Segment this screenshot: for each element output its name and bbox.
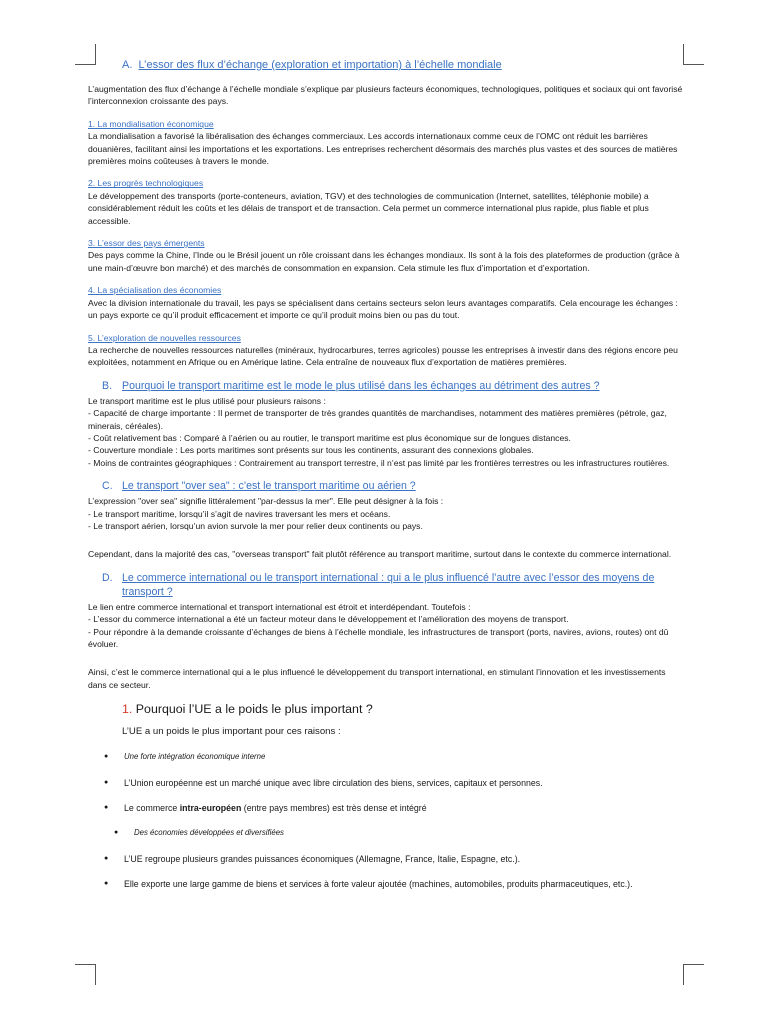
- item-5-heading: 5. L’exploration de nouvelles ressources: [88, 332, 241, 343]
- item-4-heading: 4. La spécialisation des économies: [88, 285, 222, 296]
- section-a-title: L’essor des flux d’échange (exploration et importation) à l’échelle mondiale: [138, 59, 502, 71]
- item-4-text: Avec la division internationale du travail, les pays se spécialisent dans certains secteurs selon leurs avantages comparatifs. Cela encourage les échanges : un pays exporte ce qu’il produit efficacement et importe ce qu’il produit moins bien ou pas du tout.: [88, 297, 678, 321]
- list-item: [114, 827, 684, 839]
- section-b-heading: [102, 379, 684, 393]
- bullet-text: Elle exporte une large gamme de biens et services à forte valeur ajoutée (machines, automobiles, produits pharmaceutiques, etc.).: [124, 879, 633, 890]
- item-3-text: Des pays comme la Chine, l’Inde ou le Brésil jouent un rôle croissant dans les échanges mondiaux. Ils sont à la fois des plateformes de production (grâce à une main-d’œuvre bon marché) et des marchés de consommation en expansion. Cela stimule les flux d’importation et d’exportation.: [88, 250, 680, 273]
- bullet-icon: ●: [114, 829, 119, 837]
- section-c-line: - Le transport aérien, lorsqu’un avion survole la mer pour relier deux continents ou pays.: [88, 520, 423, 531]
- section-1-heading: [122, 701, 684, 717]
- bullet-text-part: (entre pays membres) est très dense et intégré: [241, 803, 427, 814]
- bullet-text-bold: intra-européen: [179, 803, 242, 814]
- bullet-icon: ●: [104, 880, 109, 888]
- section-a-heading: [122, 58, 684, 73]
- subheading-economies: Des économies développées et diversifiées: [134, 828, 284, 838]
- section-b-line: - Moins de contraintes géographiques : Contrairement au transport terrestre, il n’est pas limité par les frontières terrestres ou les infrastructures routières.: [88, 457, 670, 468]
- bullet-text: L’Union européenne est un marché unique avec libre circulation des biens, services, capitaux et personnes.: [124, 777, 543, 788]
- section-c-line: - Le transport maritime, lorsqu’il s’agit de navires traversant les mers et océans.: [88, 508, 391, 519]
- list-item: [104, 878, 684, 890]
- section-d-line: Le lien entre commerce international et transport international est étroit et interdépendant. Toutefois :: [88, 601, 471, 612]
- document-page: [88, 58, 684, 904]
- section-b-line: Le transport maritime est le plus utilisé pour plusieurs raisons :: [88, 395, 326, 406]
- section-1-title: Pourquoi l’UE a le poids le plus important ?: [135, 702, 373, 717]
- section-b-title: Pourquoi le transport maritime est le mode le plus utilisé dans les échanges au détriment des autres ?: [122, 379, 600, 392]
- bullet-text: L’UE regroupe plusieurs grandes puissances économiques (Allemagne, France, Italie, Espagne, etc.).: [124, 853, 521, 864]
- item-2-heading: 2. Les progrès technologiques: [88, 178, 204, 189]
- bullet-text-part: Le commerce: [124, 803, 180, 814]
- crop-mark-bottom-left: [75, 964, 96, 985]
- list-item: [104, 777, 684, 789]
- item-5-text: La recherche de nouvelles ressources naturelles (minéraux, hydrocarbures, terres agricoles) pousse les entreprises à investir dans des régions encore peu exploitées, notamment en Afrique ou en Amérique latine. Cela entraîne de nouveaux flux d’exportation de matières premières.: [88, 344, 678, 368]
- section-1-number: 1.: [122, 702, 133, 717]
- item-3-heading: 3. L’essor des pays émergents: [88, 238, 205, 249]
- bullet-icon: ●: [104, 854, 109, 862]
- section-c-heading: [102, 479, 684, 493]
- section-b-line: - Capacité de charge importante : Il permet de transporter de très grandes quantités de marchandises, notamment des matières premières (pétrole, gaz, minerais, céréales).: [88, 408, 667, 431]
- section-a-intro: L’augmentation des flux d’échange à l’échelle mondiale s’explique par plusieurs facteurs économiques, technologiques, politiques et sociaux qui ont favorisé l’interconnexion croissante des pays.: [88, 84, 683, 107]
- bullet-text: [124, 802, 427, 814]
- bullet-icon: ●: [104, 804, 109, 812]
- subheading-integration: Une forte intégration économique interne: [124, 752, 266, 762]
- bullet-icon: ●: [104, 778, 109, 786]
- item-2-text: Le développement des transports (porte-conteneurs, aviation, TGV) et des technologies de communication (Internet, satellites, téléphonie mobile) a considérablement réduit les coûts et les délais de transport et de transaction. Cela permet un commerce international plus rapide, plus fiable et plus accessible.: [88, 190, 649, 226]
- section-c-note: Cependant, dans la majorité des cas, "overseas transport" fait plutôt référence au transport maritime, surtout dans le contexte du commerce international.: [88, 549, 672, 560]
- crop-mark-top-right: [683, 44, 704, 65]
- section-d-title: Le commerce international ou le transport international : qui a le plus influencé l’autre avec l’essor des moyens de transport ?: [122, 571, 655, 598]
- section-1-intro: L’UE a un poids le plus important pour ces raisons :: [122, 726, 341, 738]
- section-c-line: L’expression "over sea" signifie littéralement "par-dessus la mer". Elle peut désigner à la fois :: [88, 496, 444, 507]
- bullet-icon: ●: [104, 753, 109, 761]
- section-b-letter: B.: [102, 379, 113, 392]
- section-c-title: Le transport "over sea" : c’est le transport maritime ou aérien ?: [122, 480, 416, 493]
- section-d-line: - Pour répondre à la demande croissante d’échanges de biens à l’échelle mondiale, les infrastructures de transport (ports, navires, avions, routes) ont dû évoluer.: [88, 626, 669, 649]
- section-b-line: - Coût relativement bas : Comparé à l’aérien ou au routier, le transport maritime est plus économique sur de longues distances.: [88, 432, 571, 443]
- section-d-line: - L’essor du commerce international a été un facteur moteur dans le développement et l’amélioration des moyens de transport.: [88, 614, 569, 625]
- item-1-heading: 1. La mondialisation économique: [88, 118, 214, 129]
- section-d-conclusion: Ainsi, c’est le commerce international qui a le plus influencé le développement du transport international, en stimulant l’innovation et les investissements dans ce secteur.: [88, 667, 666, 690]
- section-a-letter: A.: [122, 59, 133, 71]
- section-d-letter: D.: [102, 571, 113, 584]
- list-item: [104, 853, 684, 865]
- section-c-letter: C.: [102, 480, 113, 493]
- list-item: [104, 751, 684, 763]
- list-item: [104, 802, 684, 814]
- section-b-line: - Couverture mondiale : Les ports maritimes sont présents sur tous les continents, assurant des connexions globales.: [88, 445, 534, 456]
- section-d-heading: [102, 571, 684, 599]
- item-1-text: La mondialisation a favorisé la libéralisation des échanges commerciaux. Les accords internationaux comme ceux de l’OMC ont réduit les barrières douanières, facilitant ainsi les importations et les exportations. Les entreprises recherchent désormais des marchés plus vastes et des sources de matières premières moins coûteuses à travers le monde.: [88, 131, 678, 167]
- crop-mark-bottom-right: [683, 964, 704, 985]
